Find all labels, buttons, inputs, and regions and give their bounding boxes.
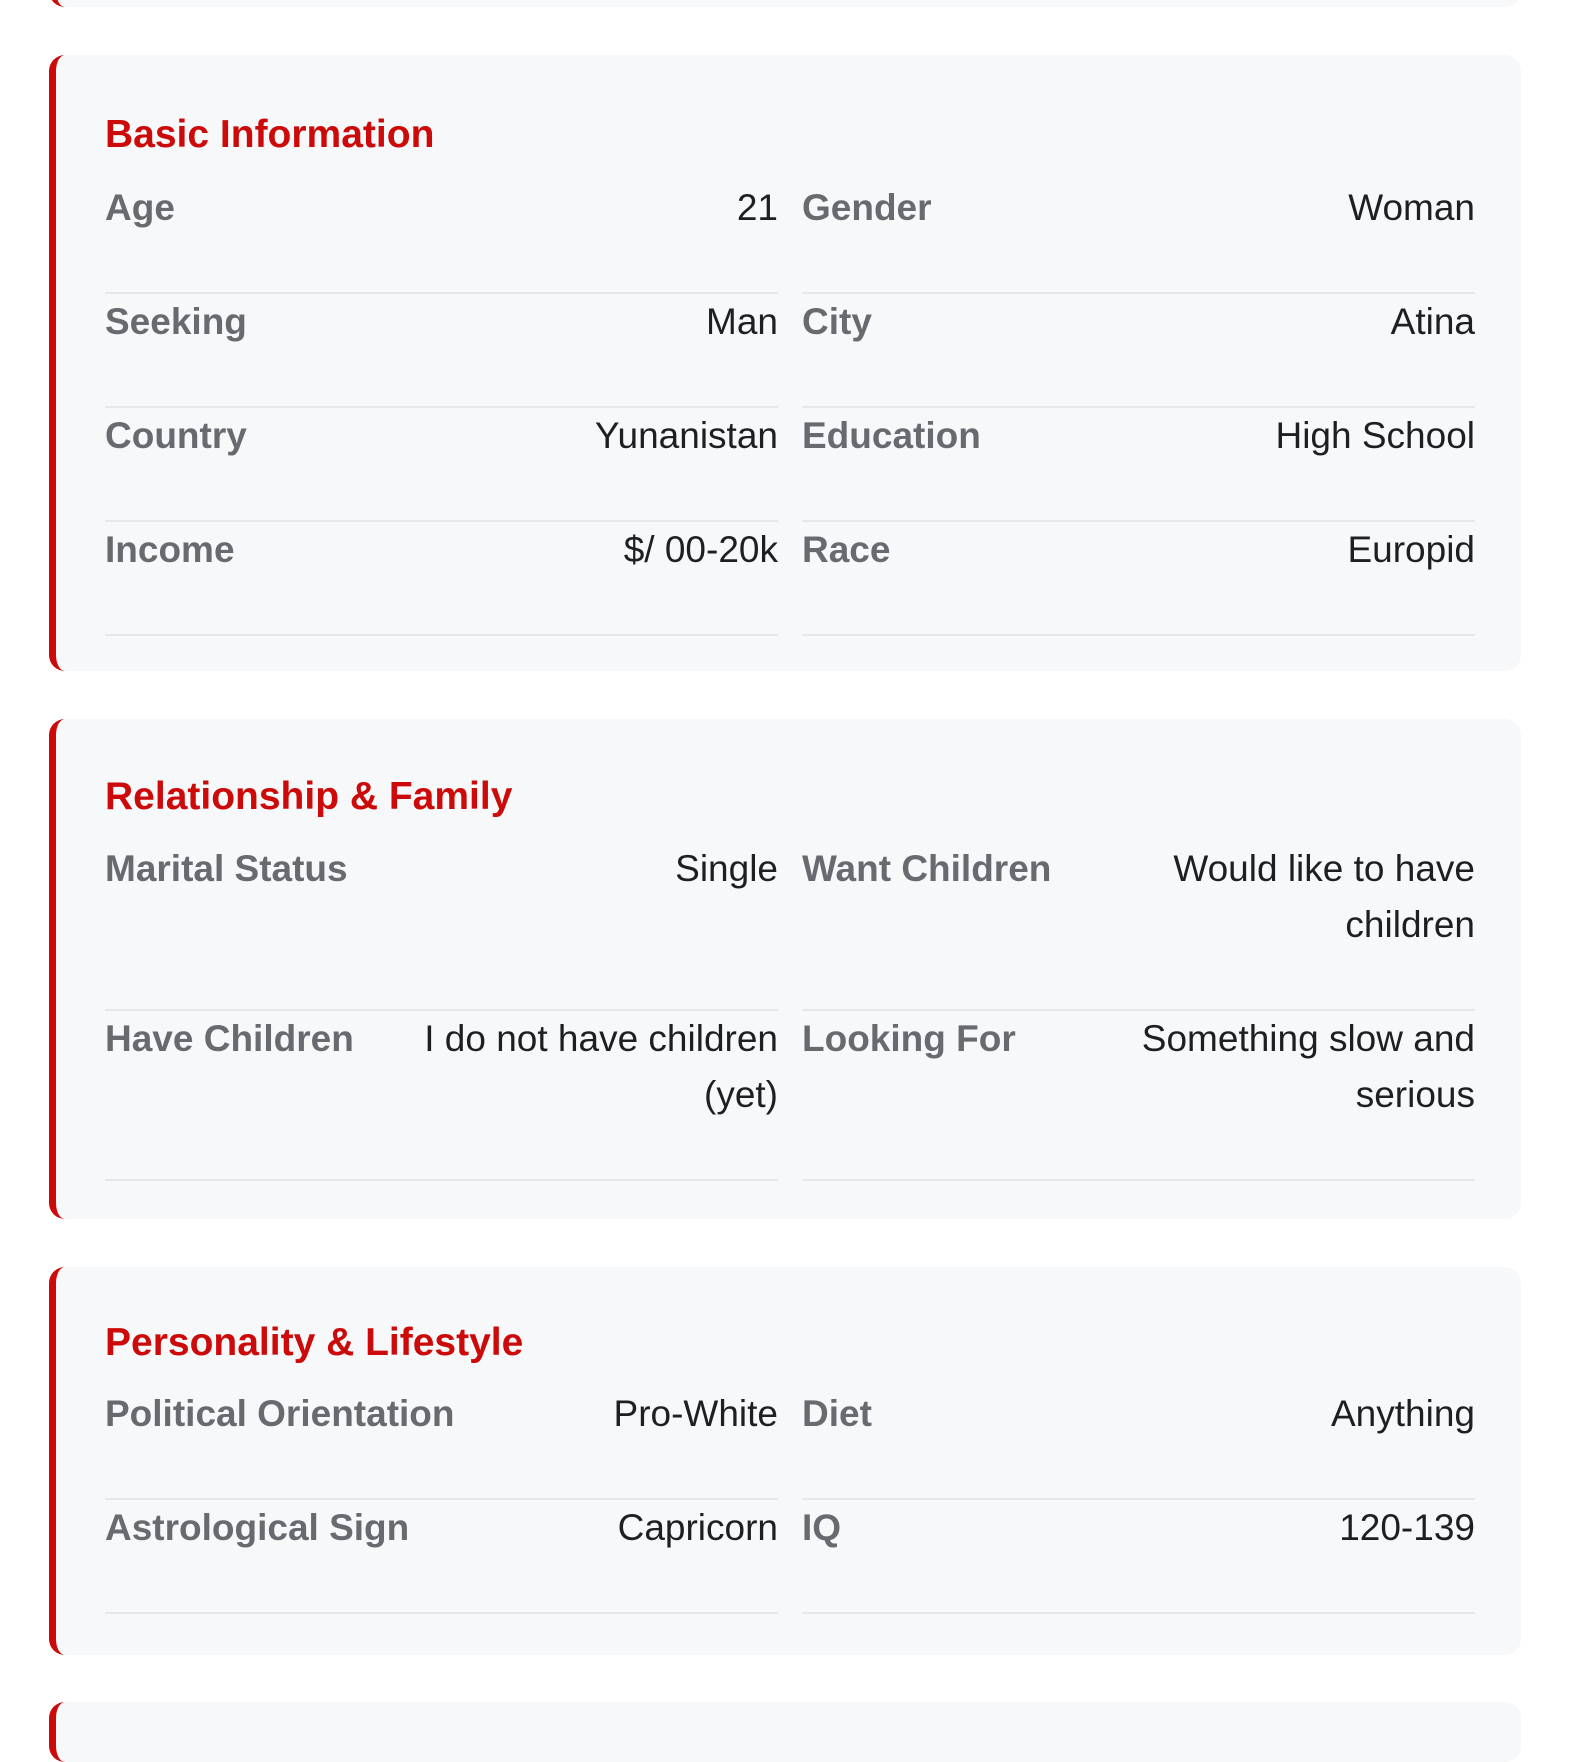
section-title: Basic Information [105,113,435,156]
field-label: Seeking [105,301,247,342]
field-value: 21 [736,187,778,228]
field-value: Woman [1348,187,1475,228]
field-label: Marital Status [105,848,348,889]
field-value: Pro-White [613,1393,778,1434]
field-value: Anything [1331,1393,1475,1434]
field-have-children [105,1011,778,1181]
field-value: Europid [1347,529,1475,570]
field-value: 120-139 [1339,1507,1475,1548]
personality-lifestyle-fields [105,1386,1500,1614]
field-education [802,408,1475,522]
field-diet [802,1386,1475,1500]
field-seeking [105,294,778,408]
field-label: Age [105,187,175,228]
field-label: Country [105,415,247,456]
field-label: Want Children [802,848,1052,889]
field-label: Income [105,529,235,570]
field-label: Have Children [105,1018,354,1059]
field-label: Political Orientation [105,1393,455,1434]
field-label: Education [802,415,981,456]
field-want-children [802,841,1475,1011]
relationship-family-fields [105,841,1500,1181]
field-value: Yunanistan [594,415,778,456]
field-value: Capricorn [617,1507,778,1548]
field-value: High School [1275,415,1475,456]
field-label: City [802,301,872,342]
field-political-orientation [105,1386,778,1500]
field-label: Looking For [802,1018,1016,1059]
basic-information-fields [105,180,1500,636]
field-age [105,180,778,294]
field-race [802,522,1475,636]
field-label: Diet [802,1393,872,1434]
field-city [802,294,1475,408]
field-value: Man [706,301,778,342]
field-iq [802,1500,1475,1614]
field-value: Atina [1390,301,1475,342]
section-title: Personality & Lifestyle [105,1321,524,1364]
field-value: Would like to have children [1173,848,1475,945]
field-value: I do not have children (yet) [424,1018,778,1115]
field-label: Race [802,529,891,570]
field-looking-for [802,1011,1475,1181]
field-value: Single [675,848,778,889]
section-title: Relationship & Family [105,775,513,818]
field-country [105,408,778,522]
field-value: $/ 00-20k [623,529,778,570]
field-label: Gender [802,187,932,228]
field-label: IQ [802,1507,842,1548]
field-income [105,522,778,636]
field-value: Something slow and serious [1141,1018,1475,1115]
previous-section-card [49,0,1521,7]
field-astrological-sign [105,1500,778,1614]
field-gender [802,180,1475,294]
field-label: Astrological Sign [105,1507,410,1548]
next-section-card [49,1702,1521,1762]
field-marital-status [105,841,778,1011]
